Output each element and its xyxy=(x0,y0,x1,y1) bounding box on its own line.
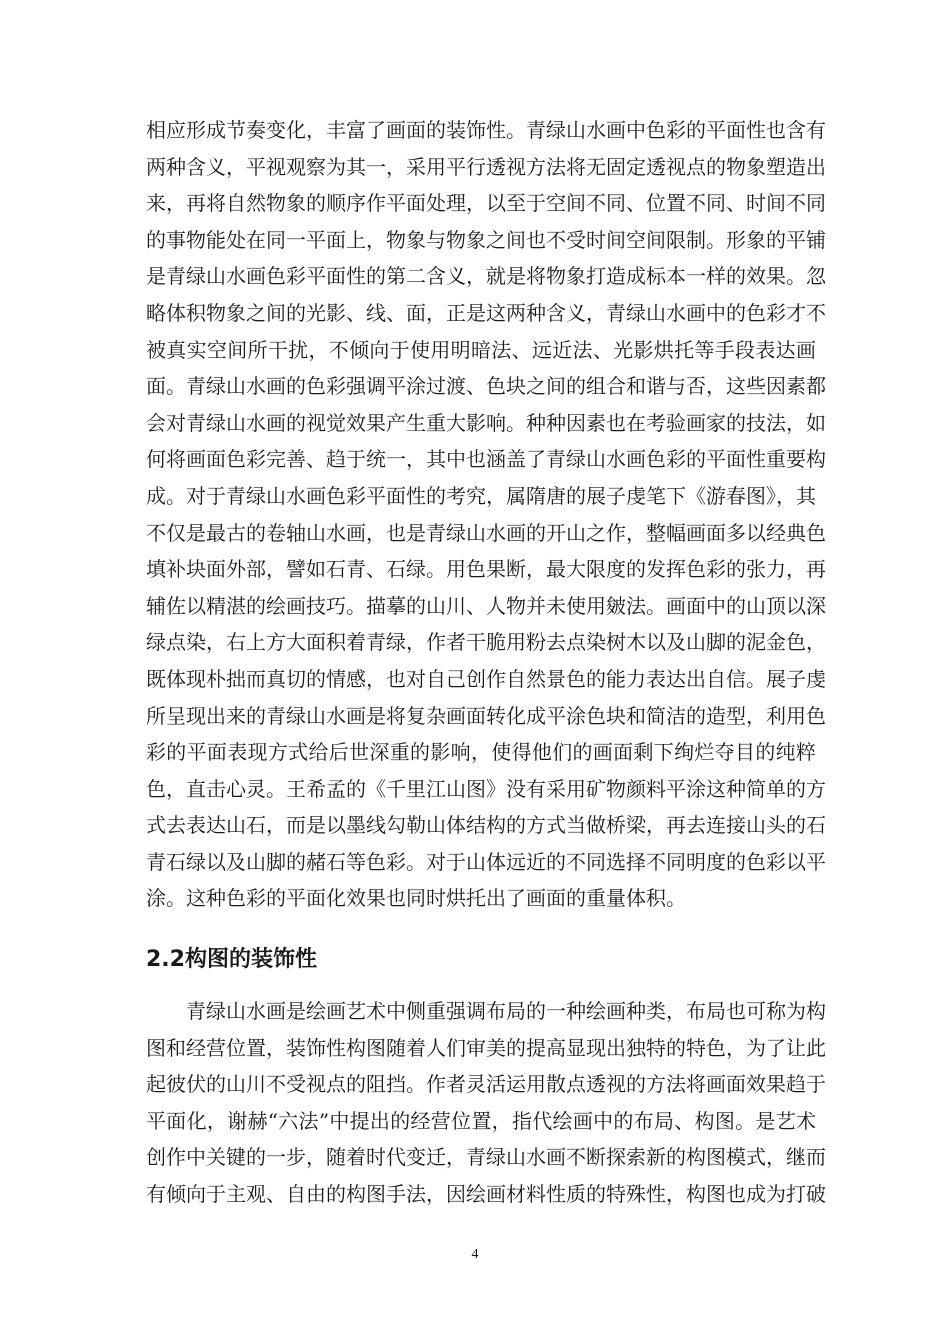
text-line: 来，再将自然物象的顺序作平面处理，以至于空间不同、位置不同、时间不同 xyxy=(146,191,826,216)
section-heading: 2.2构图的装饰性 xyxy=(146,947,317,972)
text-line: 涂。这种色彩的平面化效果也同时烘托出了画面的重量体积。 xyxy=(146,886,686,911)
text-line: 青绿山水画是绘画艺术中侧重强调布局的一种绘画种类，布局也可称为构 xyxy=(186,999,826,1023)
text-line: 何将画面色彩完善、趋于统一，其中也涵盖了青绿山水画色彩的平面性重要构 xyxy=(146,447,826,472)
text-line: 略体积物象之间的光影、线、面，正是这两种含义，青绿山水画中的色彩才不 xyxy=(146,300,826,325)
text-line: 平面化，谢赫“六法”中提出的经营位置，指代绘画中的布局、构图。是艺术 xyxy=(146,1108,816,1133)
text-line: 两种含义，平视观察为其一，采用平行透视方法将无固定透视点的物象塑造出 xyxy=(146,154,826,179)
page-number: 4 xyxy=(471,1247,479,1262)
text-line: 既体现朴拙而真切的情感，也对自己创作自然景色的能力表达出自信。展子虔 xyxy=(146,666,826,691)
text-line: 色，直击心灵。王希孟的《千里江山图》没有采用矿物颜料平涂这种简单的方 xyxy=(146,776,826,801)
text-line: 所呈现出来的青绿山水画是将复杂画面转化成平涂色块和简洁的造型，利用色 xyxy=(146,703,826,728)
text-line: 彩的平面表现方式给后世深重的影响，使得他们的画面剩下绚烂夺目的纯粹 xyxy=(146,740,816,765)
text-line: 的事物能处在同一平面上，物象与物象之间也不受时间空间限制。形象的平铺 xyxy=(146,227,826,252)
text-line: 成。对于青绿山水画色彩平面性的考究，属隋唐的展子虔笔下《游春图》，其 xyxy=(146,483,816,508)
text-line: 有倾向于主观、自由的构图手法，因绘画材料性质的特殊性，构图也成为打破 xyxy=(146,1181,826,1206)
text-line: 辅佐以精湛的绘画技巧。描摹的山川、人物并未使用皴法。画面中的山顶以深 xyxy=(146,593,826,618)
text-line: 不仅是最古的卷轴山水画，也是青绿山水画的开山之作，整幅画面多以经典色 xyxy=(146,520,826,545)
text-line: 绿点染，右上方大面积着青绿，作者干脆用粉去点染树木以及山脚的泥金色， xyxy=(146,630,826,655)
text-line: 图和经营位置，装饰性构图随着人们审美的提高显现出独特的特色，为了让此 xyxy=(146,1035,826,1060)
text-line: 相应形成节奏变化，丰富了画面的装饰性。青绿山水画中色彩的平面性也含有 xyxy=(146,118,826,142)
text-line: 青石绿以及山脚的赭石等色彩。对于山体远近的不同选择不同明度的色彩以平 xyxy=(146,849,826,874)
text-line: 创作中关键的一步，随着时代变迁，青绿山水画不断探索新的构图模式，继而 xyxy=(146,1145,826,1170)
text-line: 会对青绿山水画的视觉效果产生重大影响。种种因素也在考验画家的技法，如 xyxy=(146,410,826,435)
text-line: 面。青绿山水画的色彩强调平涂过渡、色块之间的组合和谐与否，这些因素都 xyxy=(146,374,826,399)
text-line: 填补块面外部，譬如石青、石绿。用色果断，最大限度的发挥色彩的张力，再 xyxy=(146,557,826,582)
text-line: 是青绿山水画色彩平面性的第二含义，就是将物象打造成标本一样的效果。忽 xyxy=(146,264,826,289)
body-paragraph-2 xyxy=(146,993,826,1213)
body-paragraph-1 xyxy=(146,112,826,917)
text-line: 被真实空间所干扰，不倾向于使用明暗法、远近法、光影烘托等手段表达画 xyxy=(146,337,816,362)
text-line: 式去表达山石，而是以墨线勾勒山体结构的方式当做桥梁，再去连接山头的石 xyxy=(146,813,826,838)
text-line: 起彼伏的山川不受视点的阻挡。作者灵活运用散点透视的方法将画面效果趋于 xyxy=(146,1072,826,1097)
